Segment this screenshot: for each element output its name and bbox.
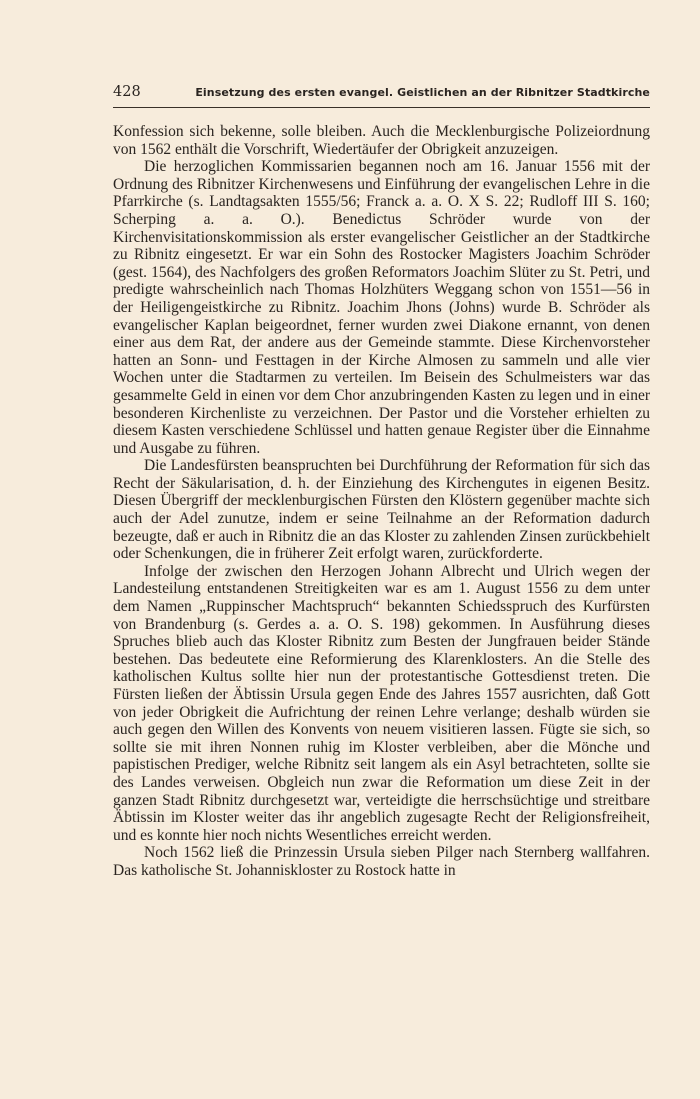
paragraph-3: Die Landesfürsten beanspruchten bei Durchführung der Reformation für sich das Recht der Säkularisation, d. h. der Einziehung des Kirchengutes in eigenen Besitz. Diesen Übergriff der mecklenburgischen Fürsten den Klöstern gegenüber machte sich auch der Adel zunutze, indem er seine Teilnahme an der Reformation dadurch bezeugte, daß er auch in Ribnitz die an das Kloster zu zahlenden Zinsen zurückbehielt oder Schenkungen, die in früherer Zeit erfolgt waren, zurückforderte. <box>113 457 650 563</box>
page-header <box>113 84 650 108</box>
page-number: 428 <box>113 84 141 100</box>
paragraph-2: Die herzoglichen Kommissarien begannen noch am 16. Januar 1556 mit der Ordnung des Ribnitzer Kirchenwesens und Einführung der evangelischen Lehre in die Pfarrkirche (s. Landtagsakten 1555/56; Franck a. a. O. X S. 22; Rudloff III S. 160; Scherping a. a. O.). Benedictus Schröder wurde von der Kirchenvisitationskommission als erster evangelischer Geistlicher an der Stadtkirche zu Ribnitz eingesetzt. Er war ein Sohn des Rostocker Magisters Joachim Schröder (gest. 1564), des Nachfolgers des großen Reformators Joachim Slüter zu St. Petri, und predigte wahrscheinlich nach Thomas Holzhüters Weggang schon von 1551—56 in der Heiligengeistkirche zu Ribnitz. Joachim Jhons (Johns) wurde B. Schröder als evangelischer Kaplan beigeordnet, ferner wurden zwei Diakone ernannt, von denen einer aus dem Rat, der andere aus der Gemeinde stammte. Diese Kirchenvorsteher hatten an Sonn- und Festtagen in der Kirche Almosen zu sammeln und alle vier Wochen unter die Stadtarmen zu verteilen. Im Beisein des Schulmeisters war das gesammelte Geld in einen vor dem Chor anzubringenden Kasten zu legen und in einer besonderen Kirchenliste zu verzeichnen. Der Pastor und die Vorsteher erhielten zu diesem Kasten verschiedene Schlüssel und hatten genaue Register über die Einnahme und Ausgabe zu führen. <box>113 158 650 457</box>
body-text <box>113 123 650 880</box>
paragraph-5: Noch 1562 ließ die Prinzessin Ursula sieben Pilger nach Sternberg wallfahren. Das katholische St. Johanniskloster zu Rostock hatte in <box>113 844 650 879</box>
paragraph-1: Konfession sich bekenne, solle bleiben. Auch die Mecklenburgische Polizeiordnung von 1562 enthält die Vorschrift, Wiedertäufer der Obrigkeit anzuzeigen. <box>113 123 650 158</box>
paragraph-4: Infolge der zwischen den Herzogen Johann Albrecht und Ulrich wegen der Landesteilung entstandenen Streitigkeiten war es am 1. August 1556 zu dem unter dem Namen „Ruppinscher Machtspruch“ bekannten Schiedsspruch des Kurfürsten von Brandenburg (s. Gerdes a. a. O. S. 198) gekommen. In Ausführung dieses Spruches blieb auch das Kloster Ribnitz zum Besten der Jungfrauen beider Stände bestehen. Das bedeutete eine Reformierung des Klarenklosters. An die Stelle des katholischen Kultus sollte hier nun der protestantische Gottesdienst treten. Die Fürsten ließen der Äbtissin Ursula gegen Ende des Jahres 1557 ausrichten, daß Gott von jeder Obrigkeit die Aufrichtung der reinen Lehre verlange; deshalb würden sie auch gegen den Willen des Konvents von neuem visitieren lassen. Fügte sie sich, so sollte sie mit ihren Nonnen ruhig im Kloster verbleiben, aber die Mönche und papistischen Prediger, welche Ribnitz seit langem als ein Asyl betrachteten, sollte sie des Landes verweisen. Obgleich nun zwar die Reformation um diese Zeit in der ganzen Stadt Ribnitz durchgesetzt war, verteidigte die herrschsüchtige und streitbare Äbtissin im Kloster weiter das ihr angeblich zugesagte Recht der Religionsfreiheit, und es konnte hier noch nichts Wesentliches erreicht werden. <box>113 562 650 844</box>
running-head: Einsetzung des ersten evangel. Geistlichen an der Ribnitzer Stadtkirche <box>195 86 650 99</box>
